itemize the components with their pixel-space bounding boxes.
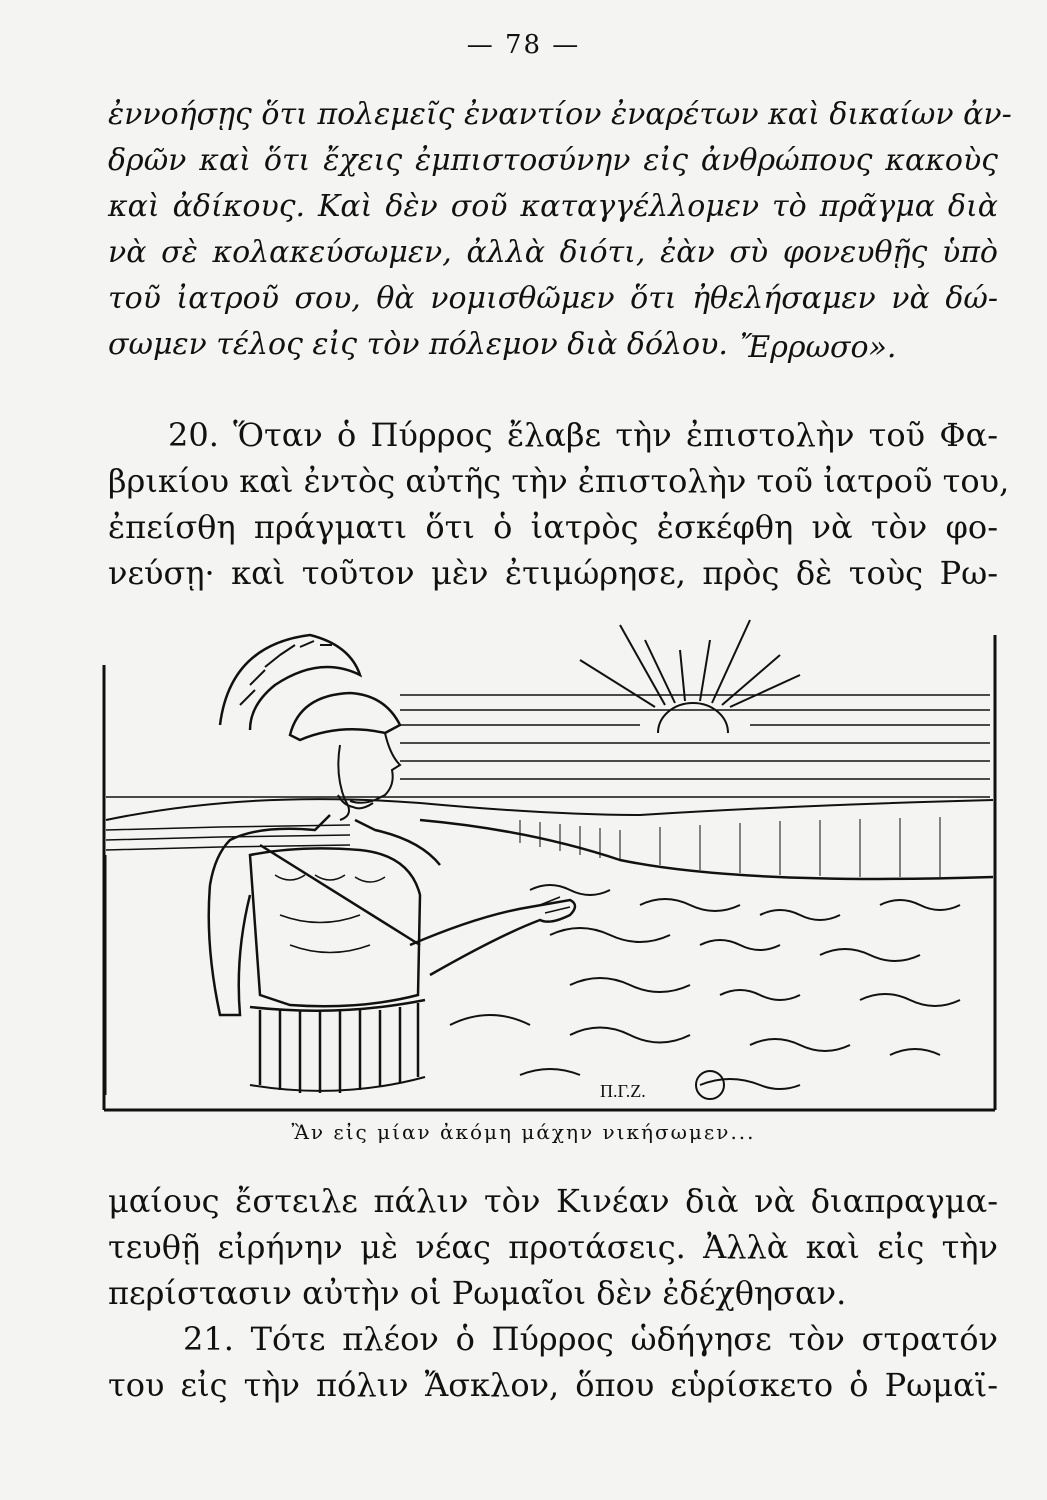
page-number: — 78 —	[466, 30, 581, 60]
letter-text	[108, 92, 1012, 368]
text-line: νεύσῃ· καὶ τοῦτον μὲν ἐτιμώρησε, πρὸς δὲ τοὺς Ρω-	[108, 554, 998, 592]
text-line: δρῶν καὶ ὅτι ἔχεις ἐμπιστοσύνην εἰς ἀνθρώπους κακοὺς	[108, 143, 998, 178]
text-line: τευθῇ εἰρήνην μὲ νέας προτάσεις. Ἀλλὰ καὶ εἰς τὴν	[108, 1228, 998, 1266]
text-line: 20. Ὅταν ὁ Πύρρος ἔλαβε τὴν ἐπιστολὴν τοῦ Φα-	[168, 416, 998, 454]
text-line: μαίους ἔστειλε πάλιν τὸν Κινέαν διὰ νὰ διαπραγμα-	[108, 1182, 998, 1220]
artist-signature: Π.Γ.Ζ.	[600, 1081, 646, 1101]
text-line: σωμεν τέλος εἰς τὸν πόλεμον διὰ δόλου.	[108, 327, 728, 362]
text-line: 21. Τότε πλέον ὁ Πύρρος ὡδήγησε τὸν στρατόν	[183, 1320, 998, 1358]
pyrrhus-drawing	[100, 615, 1005, 1115]
paragraph-continued	[108, 1178, 998, 1316]
text-line: περίστασιν αὐτὴν οἱ Ρωμαῖοι δὲν ἐδέχθησαν.	[108, 1274, 847, 1312]
letter-signoff: Ἔρρωσο».	[740, 330, 897, 365]
illustration-caption: Ἂν εἰς μίαν ἀκόμη μάχην νικήσωμεν...	[291, 1120, 756, 1144]
text-line: βρικίου καὶ ἐντὸς αὐτῆς τὴν ἐπιστολὴν τοῦ ἰατροῦ του,	[108, 462, 1010, 500]
paragraph-21	[108, 1316, 998, 1408]
text-line: τοῦ ἰατροῦ σου, θὰ νομισθῶμεν ὅτι ἠθελήσαμεν νὰ δώ-	[108, 281, 998, 316]
illustration-pyrrhus	[100, 615, 1005, 1115]
text-line: καὶ ἀδίκους. Καὶ δὲν σοῦ καταγγέλλομεν τὸ πρᾶγμα διὰ	[108, 189, 998, 224]
text-line: ἐπείσθη πράγματι ὅτι ὁ ἰατρὸς ἐσκέφθη νὰ τὸν φο-	[108, 508, 998, 546]
text-line: ἐννοήσῃς ὅτι πολεμεῖς ἐναντίον ἐναρέτων καὶ δικαίων ἀν-	[108, 97, 1012, 132]
text-line: νὰ σὲ κολακεύσωμεν, ἀλλὰ διότι, ἐὰν σὺ φονευθῇς ὑπὸ	[108, 235, 998, 270]
paragraph-20	[108, 412, 1010, 596]
text-line: του εἰς τὴν πόλιν Ἄσκλον, ὅπου εὑρίσκετο ὁ Ρωμαϊ-	[108, 1366, 998, 1404]
